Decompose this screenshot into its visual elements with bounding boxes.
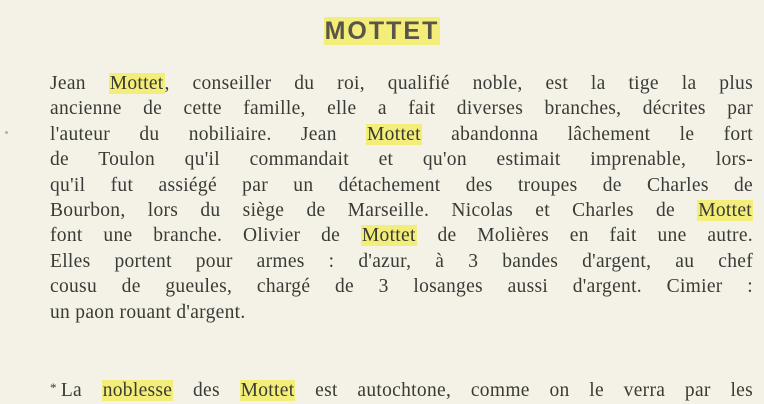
text-line-4 [50,147,753,172]
text-segment: de Toulon qu'il commandait et qu'on estimait imprenable, lors- [50,149,753,171]
text-line-5 [50,173,753,198]
paper-speck [5,131,8,134]
text-line-1 [50,71,753,96]
text-line-8 [50,249,753,274]
text-line-6 [50,198,753,223]
text-line-9 [50,274,753,299]
text-segment: abandonna lâchement le fort [421,123,753,145]
body-paragraph [50,71,753,325]
text-segment: La [60,380,102,401]
highlighted-word: noblesse [102,380,173,401]
text-segment: de Molières en fait une autre. [416,225,753,247]
text-segment: Bourbon, lors du siège de Marseille. Nicolas et Charles de [50,200,698,222]
text-segment: qu'il fut assiégé par un détachement des troupes de Charles de [50,174,753,196]
highlighted-name: Mottet [240,380,295,401]
text-segment: Elles portent pour armes : d'azur, à 3 bandes d'argent, au chef [50,250,753,272]
text-segment: des [173,380,240,401]
footnote-marker: * [50,380,57,395]
text-line-2 [50,96,753,121]
text-segment: cousu de gueules, chargé de 3 losanges aussi d'argent. Cimier : [50,276,753,298]
highlighted-name: Mottet [109,73,164,94]
page-title [0,14,764,48]
text-line-10 [50,300,753,325]
highlighted-name: Mottet [698,200,752,222]
title-highlight: MOTTET [324,17,440,45]
text-segment: est autochtone, comme on le verra par les [295,380,754,401]
text-line-7 [50,223,753,248]
highlighted-name: Mottet [361,225,416,247]
text-segment: l'auteur du nobiliaire. Jean [50,123,367,145]
text-line-3 [50,122,753,147]
footnote [50,375,753,404]
text-segment: , conseiller du roi, qualifié noble, est la tige la plus [164,73,753,94]
highlighted-name: Mottet [367,123,421,145]
text-segment: ancienne de cette famille, elle a fait diverses branches, décrites par [50,98,753,120]
text-segment: font une branche. Olivier de [50,225,361,247]
text-segment: un paon rouant d'argent. [50,301,246,323]
text-segment: Jean [50,73,109,94]
